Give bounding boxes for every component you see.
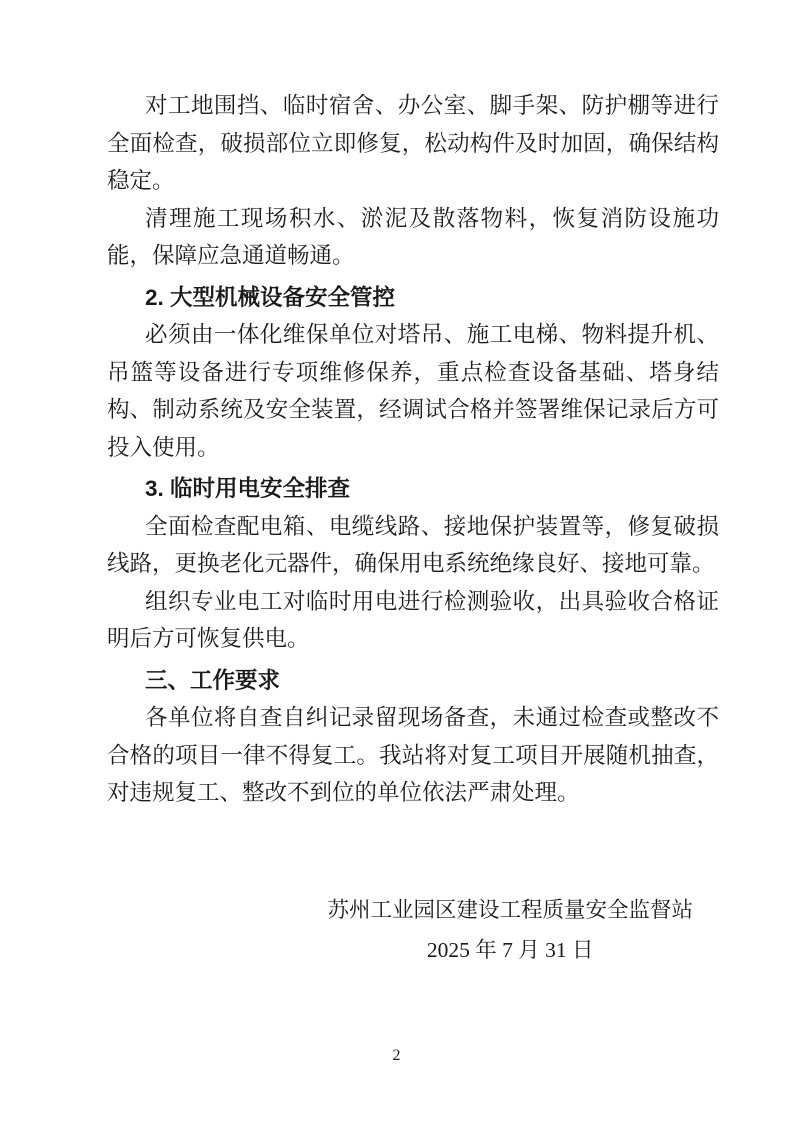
page-number: 2 <box>392 1047 401 1064</box>
section-heading-machinery-safety: 2. 大型机械设备安全管控 <box>145 284 396 310</box>
paragraph-electrician-acceptance: 组织专业电工对临时用电进行检测验收，出具验收合格证明后方可恢复供电。 <box>107 588 719 651</box>
paragraph-site-inspection: 对工地围挡、临时宿舍、办公室、脚手架、防护棚等进行全面检查，破损部位立即修复，松动构件及时加固，确保结构稳定。 <box>107 93 719 193</box>
section-heading-temporary-power: 3. 临时用电安全排查 <box>145 476 351 501</box>
paragraph-machinery-maintenance: 必须由一体化维保单位对塔吊、施工电梯、物料提升机、吊篮等设备进行专项维修保养，重点检查设备基础、塔身结构、制动系统及安全装置，经调试合格并签署维保记录后方可投入使用。 <box>107 322 719 460</box>
paragraph-power-inspection: 全面检查配电箱、电缆线路、接地保护装置等，修复破损线路，更换老化元器件，确保用电系统绝缘良好、接地可靠。 <box>107 513 719 576</box>
signature-block <box>107 890 719 970</box>
signature-org: 苏州工业园区建设工程质量安全监督站 <box>327 897 693 922</box>
signature-date: 2025 年 7 月 31 日 <box>426 937 594 962</box>
section-heading-work-requirements: 三、工作要求 <box>145 667 281 693</box>
paragraph-work-requirements: 各单位将自查自纠记录留现场备查，未通过检查或整改不合格的项目一律不得复工。我站将对复工项目开展随机抽查，对违规复工、整改不到位的单位依法严肃处理。 <box>107 705 719 805</box>
paragraph-site-cleanup: 清理施工现场积水、淤泥及散落物料，恢复消防设施功能，保障应急通道畅通。 <box>107 205 719 268</box>
document-body <box>107 87 719 970</box>
signature-inner <box>327 890 693 970</box>
